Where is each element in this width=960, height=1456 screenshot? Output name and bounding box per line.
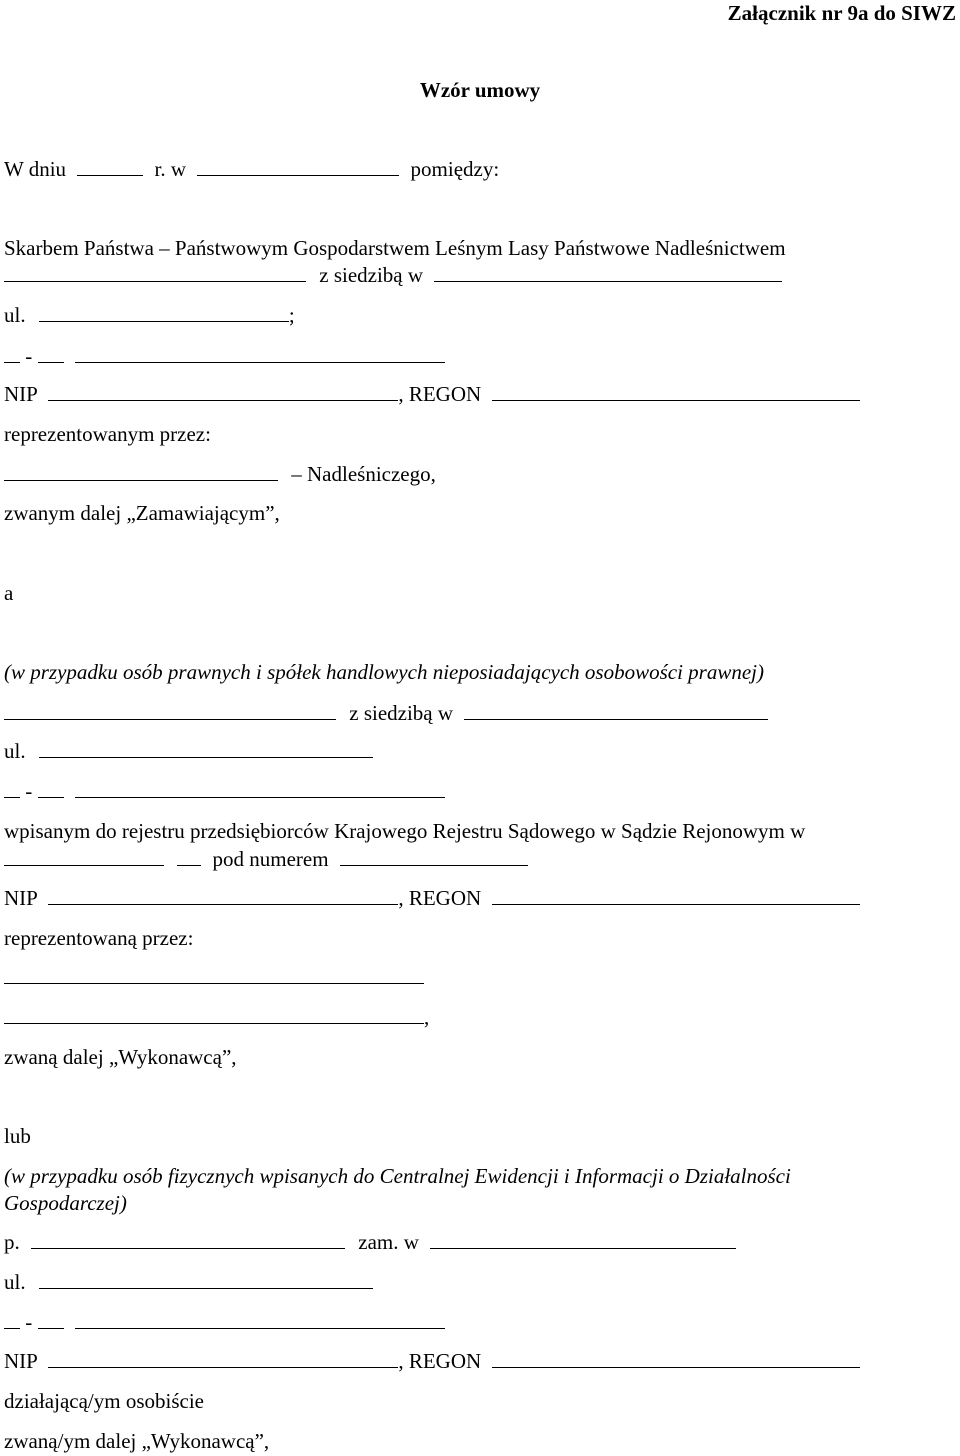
party2-postal-line — [4, 778, 445, 804]
between-text: pomiędzy: — [410, 157, 500, 181]
party3-acting: działającą/ym osobiście — [4, 1389, 205, 1413]
year-place-text: r. w — [154, 157, 187, 181]
party1-street-end: ; — [288, 303, 295, 327]
postal-dash: - — [25, 344, 33, 368]
party3-nip-label: NIP — [4, 1349, 38, 1373]
party3-regon-blank — [492, 1349, 860, 1368]
department-blank — [177, 847, 201, 866]
party2-name-blank — [4, 701, 336, 720]
party3-name-line — [4, 1229, 736, 1255]
party1-street-blank — [39, 303, 289, 322]
party2-street-blank — [39, 739, 373, 758]
party1-called: zwanym dalej „Zamawiającym”, — [4, 501, 280, 525]
party1-postal-line — [4, 343, 445, 369]
party1-seat-blank — [434, 263, 782, 282]
party3-note-line2: Gospodarczej) — [4, 1191, 127, 1215]
city-blank — [75, 344, 445, 363]
conjunction-lub: lub — [4, 1124, 31, 1148]
postal-part1-blank — [4, 344, 20, 363]
party2-postal1-blank — [4, 779, 20, 798]
regon-blank — [492, 382, 860, 401]
nip-blank — [48, 382, 398, 401]
representative2-blank — [4, 1005, 424, 1024]
district-blank — [4, 263, 306, 282]
party2-nip-line — [4, 885, 860, 911]
party3-called: zwaną/ym dalej „Wykonawcą”, — [4, 1429, 270, 1453]
party2-street-label: ul. — [4, 739, 26, 763]
party3-street-label: ul. — [4, 1270, 26, 1294]
under-number-text: pod numerem — [212, 847, 329, 871]
forester-name-blank — [4, 462, 278, 481]
document-title: Wzór umowy — [419, 78, 541, 102]
forester-text: – Nadleśniczego, — [291, 462, 436, 486]
party2-seat-line — [4, 700, 768, 726]
party2-nip-blank — [48, 886, 398, 905]
party2-seat-blank — [464, 701, 768, 720]
party1-street-line — [4, 302, 295, 328]
party1-represented: reprezentowanym przez: — [4, 422, 211, 446]
party2-regon-label: , REGON — [398, 886, 482, 910]
party3-postal-line — [4, 1309, 445, 1335]
party2-rep1-line — [4, 964, 424, 990]
regon-label: , REGON — [398, 382, 482, 406]
date-prefix: W dniu — [4, 157, 67, 181]
party3-street-line — [4, 1269, 373, 1295]
date-blank — [77, 157, 143, 176]
party3-regon-label: , REGON — [398, 1349, 482, 1373]
party2-nip-label: NIP — [4, 886, 38, 910]
party1-street-label: ul. — [4, 303, 26, 327]
residing-text: zam. w — [358, 1230, 419, 1254]
party2-comma: , — [424, 1005, 430, 1029]
party2-note: (w przypadku osób prawnych i spółek handlowych nieposiadających osobowości prawnej) — [4, 660, 764, 684]
party3-nip-line — [4, 1348, 860, 1374]
party3-city-blank — [75, 1310, 445, 1329]
party3-nip-blank — [48, 1349, 398, 1368]
krs-number-blank — [340, 847, 528, 866]
party1-name: Skarbem Państwa – Państwowym Gospodarstwem Leśnym Lasy Państwowe Nadleśnictwem — [4, 236, 786, 260]
party1-seat-line — [4, 262, 782, 288]
party2-regon-blank — [492, 886, 860, 905]
party2-postal-dash: - — [25, 779, 33, 803]
representative1-blank — [4, 965, 424, 984]
party2-number-line — [4, 846, 528, 872]
party2-city-blank — [75, 779, 445, 798]
p-label: p. — [4, 1230, 20, 1254]
postal-part2-blank — [38, 344, 64, 363]
residence-blank — [430, 1230, 736, 1249]
party3-postal-dash: - — [25, 1310, 33, 1334]
party2-represented: reprezentowaną przez: — [4, 926, 194, 950]
party2-postal2-blank — [38, 779, 64, 798]
place-blank — [197, 157, 399, 176]
party3-postal2-blank — [38, 1310, 64, 1329]
party2-street-line — [4, 738, 373, 764]
party3-street-blank — [39, 1270, 373, 1289]
conjunction-a: a — [4, 581, 14, 605]
person-name-blank — [31, 1230, 345, 1249]
party1-seat-text: z siedzibą w — [319, 263, 424, 287]
intro-line — [4, 156, 499, 182]
party3-note-line1: (w przypadku osób fizycznych wpisanych do Centralnej Ewidencji i Informacji o Działalności — [4, 1164, 791, 1188]
party3-postal1-blank — [4, 1310, 20, 1329]
attachment-label: Załącznik nr 9a do SIWZ — [727, 1, 956, 25]
party2-register: wpisanym do rejestru przedsiębiorców Krajowego Rejestru Sądowego w Sądzie Rejonowym w — [4, 819, 806, 843]
party1-nip-line — [4, 381, 860, 407]
party2-called: zwaną dalej „Wykonawcą”, — [4, 1045, 237, 1069]
court-blank — [4, 847, 164, 866]
nip-label: NIP — [4, 382, 38, 406]
party1-forester-line — [4, 461, 436, 487]
party2-seat-text: z siedzibą w — [349, 701, 454, 725]
party2-rep2-line — [4, 1004, 429, 1030]
